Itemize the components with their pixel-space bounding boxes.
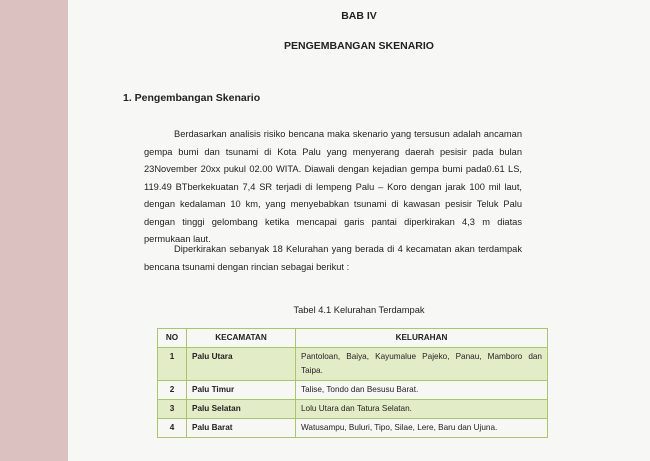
paragraph-affected: Diperkirakan sebanyak 18 Kelurahan yang berada di 4 kecamatan akan terdampak bencana tsunami dengan rincian sebagai berikut : [144,244,522,272]
section-heading: 1. Pengembangan Skenario [123,92,261,104]
document-page [68,0,650,461]
cell-kelurahan: Watusampu, Buluri, Tipo, Silae, Lere, Baru dan Ujuna. [296,419,548,438]
table-header-row [158,329,548,348]
cell-kelurahan: Pantoloan, Baiya, Kayumalue Pajeko, Panau, Mamboro dan Taipa. [296,348,548,381]
cell-kecamatan: Palu Utara [187,348,296,381]
header-kelurahan: KELURAHAN [296,329,548,348]
cell-no: 3 [158,400,187,419]
cell-no: 1 [158,348,187,381]
header-kecamatan: KECAMATAN [187,329,296,348]
affected-villages-table [157,328,548,438]
cell-no: 4 [158,419,187,438]
table-row [158,400,548,419]
table-row [158,381,548,400]
header-no: NO [158,329,187,348]
table-row [158,419,548,438]
table-row [158,348,548,381]
cell-kelurahan: Lolu Utara dan Tatura Selatan. [296,400,548,419]
cell-kelurahan: Talise, Tondo dan Besusu Barat. [296,381,548,400]
page-margin [0,0,68,461]
table-caption: Tabel 4.1 Kelurahan Terdampak [293,305,425,315]
cell-kecamatan: Palu Barat [187,419,296,438]
chapter-subtitle: PENGEMBANGAN SKENARIO [284,40,434,52]
cell-kecamatan: Palu Selatan [187,400,296,419]
chapter-title: BAB IV [341,10,377,22]
paragraph-scenario: Berdasarkan analisis risiko bencana maka skenario yang tersusun adalah ancaman gempa bumi dan tsunami di Kota Palu yang menyerang daerah pesisir pada bulan 23November 20xx pukul 02.00 WITA. Diawali dengan kejadian gempa bumi pada0.61 LS, 119.49 BTberkekuatan 7,4 SR terjadi di lempeng Palu – Koro dengan jarak 100 mil laut, dengan kedalaman 10 km, yang menyebabkan tsunami di kawasan pesisir Teluk Palu dengan tinggi gelombang ketika mencapai garis pantai diperkirakan 4,3 m diatas permukaan laut. [144,129,522,244]
cell-no: 2 [158,381,187,400]
cell-kecamatan: Palu Timur [187,381,296,400]
